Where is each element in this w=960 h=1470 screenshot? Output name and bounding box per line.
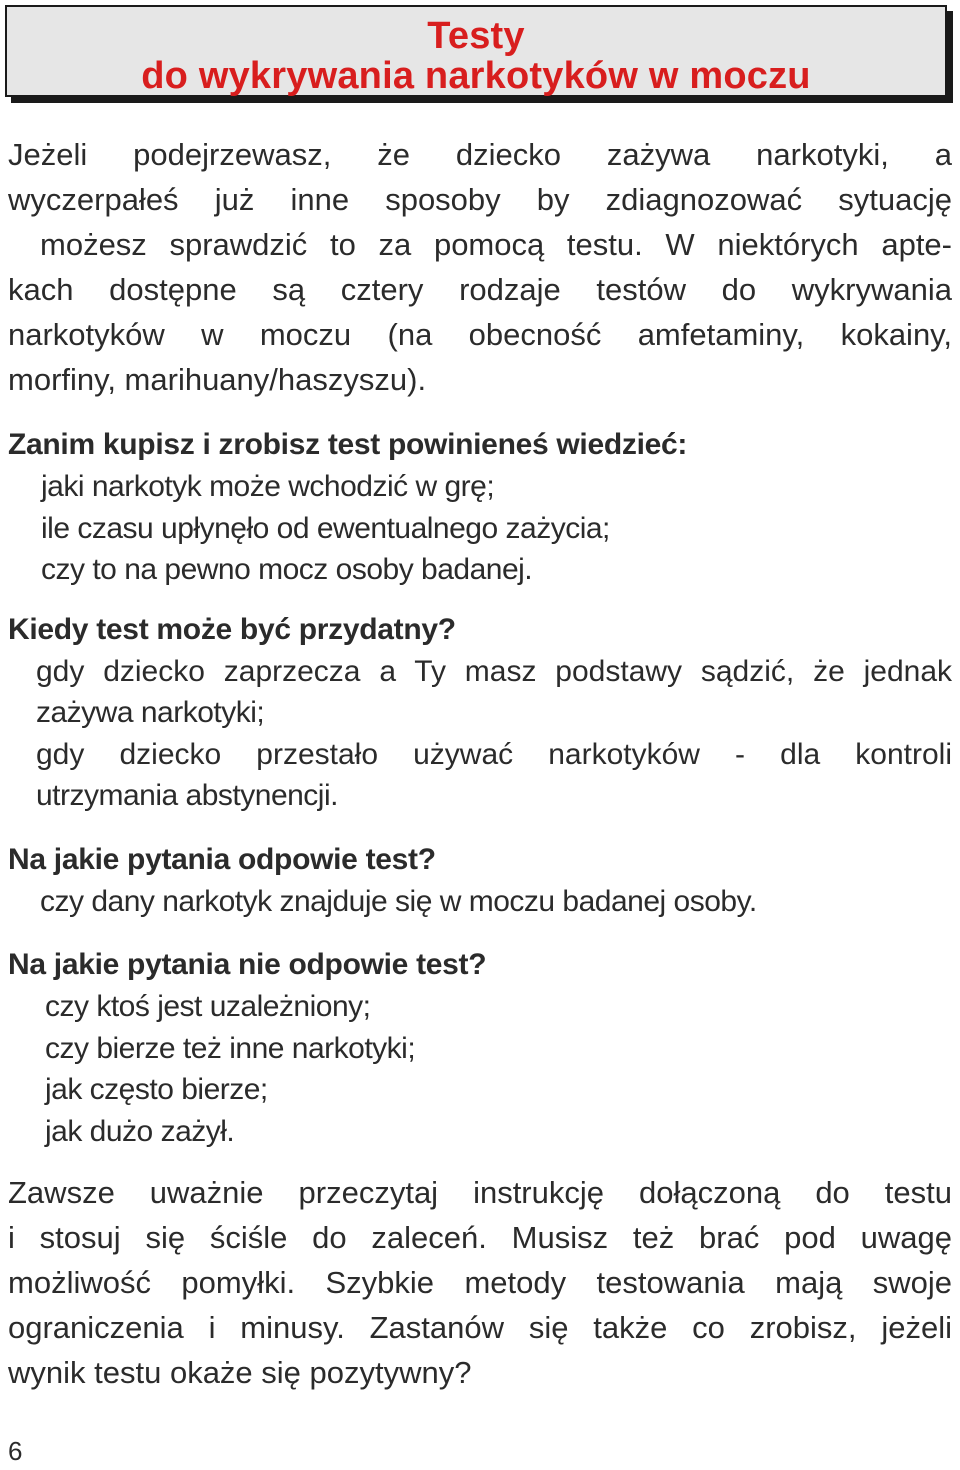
title-line-2: do wykrywania narkotyków w moczu [141, 55, 811, 97]
closing-line: Zawsze uważnie przeczytaj instrukcję dołączoną do testu [8, 1175, 952, 1210]
section-heading: Kiedy test może być przydatny? [8, 612, 456, 646]
closing-line: możliwość pomyłki. Szybkie metody testowania mają swoje [8, 1265, 952, 1300]
title-box [5, 5, 947, 97]
list-item: zażywa narkotyki; [36, 696, 265, 729]
section-heading: Na jakie pytania odpowie test? [8, 842, 436, 876]
list-item: utrzymania abstynencji. [36, 779, 338, 812]
intro-line: morfiny, marihuany/haszyszu). [8, 362, 427, 397]
intro-line: Jeżeli podejrzewasz, że dziecko zażywa narkotyki, a [8, 137, 952, 172]
intro-line: możesz sprawdzić to za pomocą testu. W niektórych apte- [40, 227, 952, 262]
list-item: jaki narkotyk może wchodzić w grę; [41, 470, 495, 503]
closing-line: ograniczenia i minusy. Zastanów się także co zrobisz, jeżeli [8, 1310, 952, 1345]
intro-line: narkotyków w moczu (na obecność amfetaminy, kokainy, [8, 317, 952, 352]
intro-paragraph [8, 132, 952, 402]
list-item: czy ktoś jest uzależniony; [45, 990, 371, 1023]
document-body [8, 132, 952, 1395]
page-number: 6 [8, 1436, 23, 1466]
list-item: gdy dziecko przestało używać narkotyków - dla kontroli [36, 737, 952, 771]
closing-paragraph [8, 1170, 952, 1395]
section-answers [8, 839, 952, 923]
closing-line: wynik testu okaże się pozytywny? [8, 1355, 472, 1390]
title-line-1: Testy [427, 15, 525, 57]
list-item: gdy dziecko zaprzecza a Ty masz podstawy sądzić, że jednak [36, 654, 952, 688]
list-item: czy to na pewno mocz osoby badanej. [41, 553, 533, 586]
intro-line: kach dostępne są cztery rodzaje testów do wykrywania [8, 272, 952, 307]
intro-line: wyczerpałeś już inne sposoby by zdiagnozować sytuację [8, 182, 952, 217]
section-heading: Zanim kupisz i zrobisz test powinieneś wiedzieć: [8, 428, 688, 461]
section-when-useful [8, 609, 952, 817]
section-no-answers [8, 944, 952, 1152]
list-item: ile czasu upłynęło od ewentualnego zażycia; [41, 511, 610, 545]
list-item: czy dany narkotyk znajduje się w moczu badanej osoby. [40, 884, 757, 918]
section-heading: Na jakie pytania nie odpowie test? [8, 948, 487, 981]
section-before-test [8, 424, 952, 591]
closing-line: i stosuj się ściśle do zaleceń. Musisz też brać pod uwagę [8, 1220, 952, 1255]
list-item: jak dużo zażył. [45, 1114, 235, 1148]
list-item: czy bierze też inne narkotyki; [45, 1031, 416, 1065]
list-item: jak często bierze; [45, 1073, 268, 1106]
